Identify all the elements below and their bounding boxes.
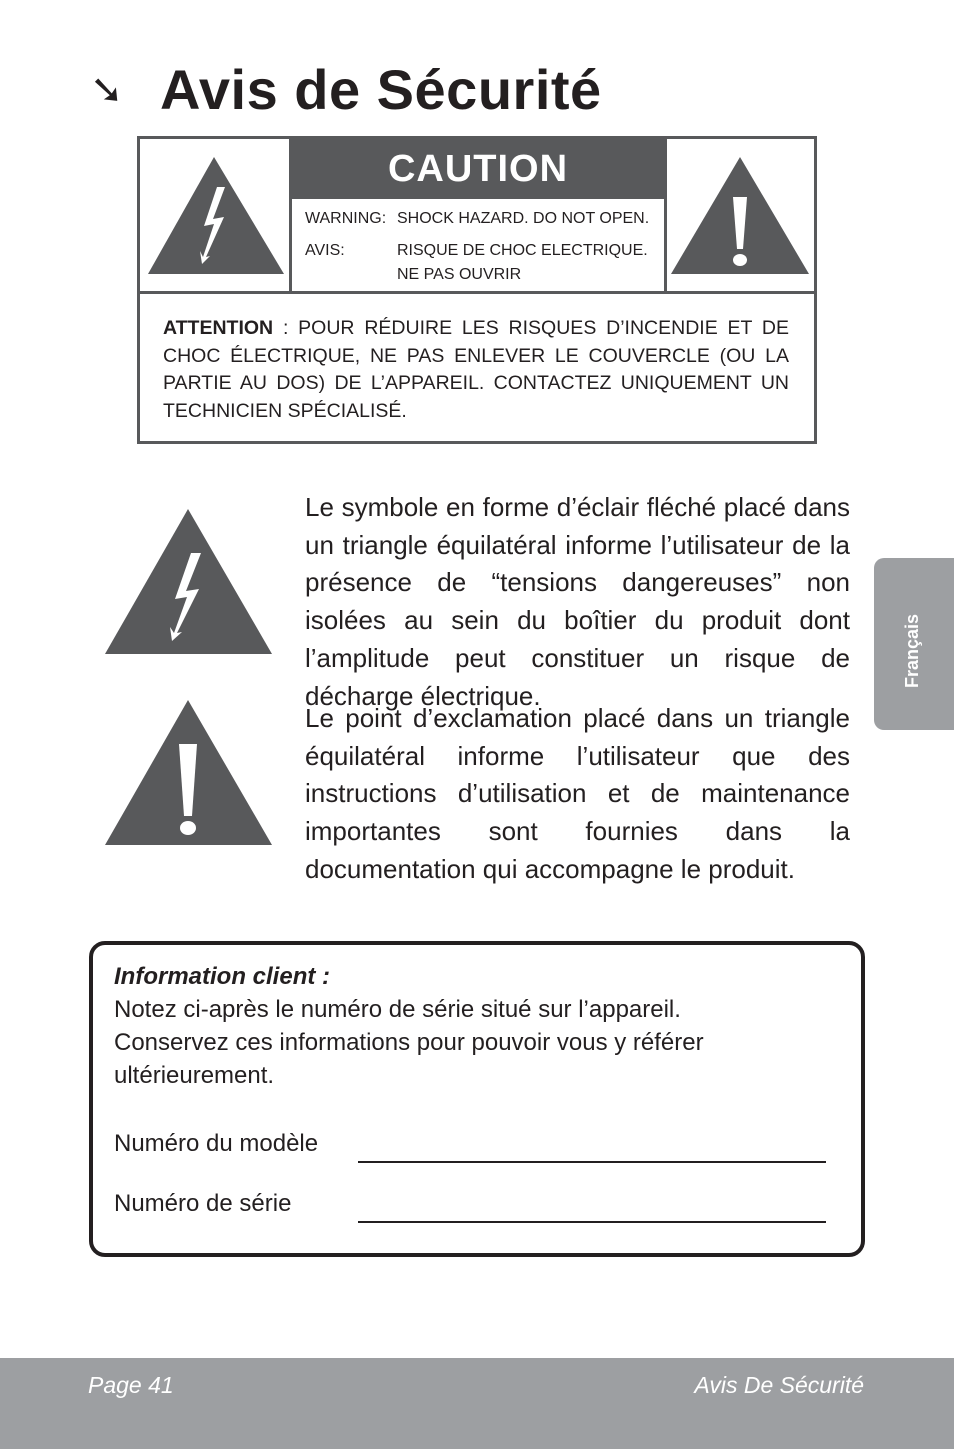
warning-text: SHOCK HAZARD. DO NOT OPEN. bbox=[397, 210, 650, 227]
caution-text-cell bbox=[292, 139, 664, 291]
serial-number-label: Numéro de série bbox=[114, 1190, 292, 1217]
exclamation-warning-triangle-icon bbox=[667, 139, 814, 291]
attention-text bbox=[163, 315, 789, 425]
caution-exclamation-cell bbox=[664, 139, 817, 291]
avis-text-1: RISQUE DE CHOC ELECTRIQUE. bbox=[397, 242, 648, 259]
avis-text-2: NE PAS OUVRIR bbox=[397, 266, 522, 283]
language-tab[interactable] bbox=[874, 558, 954, 730]
customer-info-box bbox=[89, 941, 865, 1257]
model-number-label: Numéro du modèle bbox=[114, 1130, 319, 1157]
caution-label bbox=[137, 136, 817, 444]
attention-label: ATTENTION bbox=[163, 317, 274, 339]
arrow-down-right-icon: ➘ bbox=[90, 67, 124, 113]
info-title: Information client : bbox=[114, 963, 330, 990]
warning-label: WARNING: bbox=[305, 210, 387, 227]
caution-lightning-cell bbox=[140, 139, 292, 291]
caution-label-top bbox=[140, 139, 814, 291]
language-tab-label: Français bbox=[902, 613, 922, 688]
attention-body: : POUR RÉDUIRE LES RISQUES D’INCENDIE ET DE CHOC ÉLECTRIQUE, NE PAS ENLEVER LE COUVERCLE (OU LA PARTIE AU DOS) DE L’APPAREIL. CONTACTEZ UNIQUEMENT UN TECHNICIEN SPÉCIALISÉ. bbox=[163, 317, 789, 422]
warning-row bbox=[305, 209, 649, 229]
page-footer bbox=[0, 1358, 954, 1449]
section-name: Avis De Sécurité bbox=[694, 1372, 864, 1398]
info-line-3: ultérieurement. bbox=[114, 1062, 275, 1089]
exclamation-warning-triangle-icon bbox=[104, 698, 273, 846]
page-number: Page 41 bbox=[88, 1372, 174, 1398]
caution-heading: CAUTION bbox=[292, 139, 664, 199]
caution-divider bbox=[140, 291, 814, 294]
serial-number-field[interactable] bbox=[358, 1221, 826, 1223]
avis-row bbox=[305, 241, 648, 261]
lightning-warning-triangle-icon bbox=[104, 507, 273, 655]
page-title: Avis de Sécurité bbox=[160, 58, 602, 121]
avis-label: AVIS: bbox=[305, 242, 345, 259]
info-line-2: Conservez ces informations pour pouvoir vous y référer bbox=[114, 1029, 704, 1056]
lightning-explanation: Le symbole en forme d’éclair fléché placé dans un triangle équilatéral informe l’utilisateur de la présence de “tensions dangereuses” non isolées au sein du boîtier du produit dont l’amplitude peut constituer un risque de décharge électrique. bbox=[305, 492, 850, 711]
info-line-1: Notez ci-après le numéro de série situé sur l’appareil. bbox=[114, 996, 681, 1023]
lightning-warning-triangle-icon bbox=[140, 139, 289, 291]
model-number-field[interactable] bbox=[358, 1161, 826, 1163]
exclamation-explanation: Le point d’exclamation placé dans un triangle équilatéral informe l’utilisateur que des instructions d’utilisation et de maintenance importantes sont fournies dans la documentation qui accompagne le produit. bbox=[305, 703, 850, 884]
